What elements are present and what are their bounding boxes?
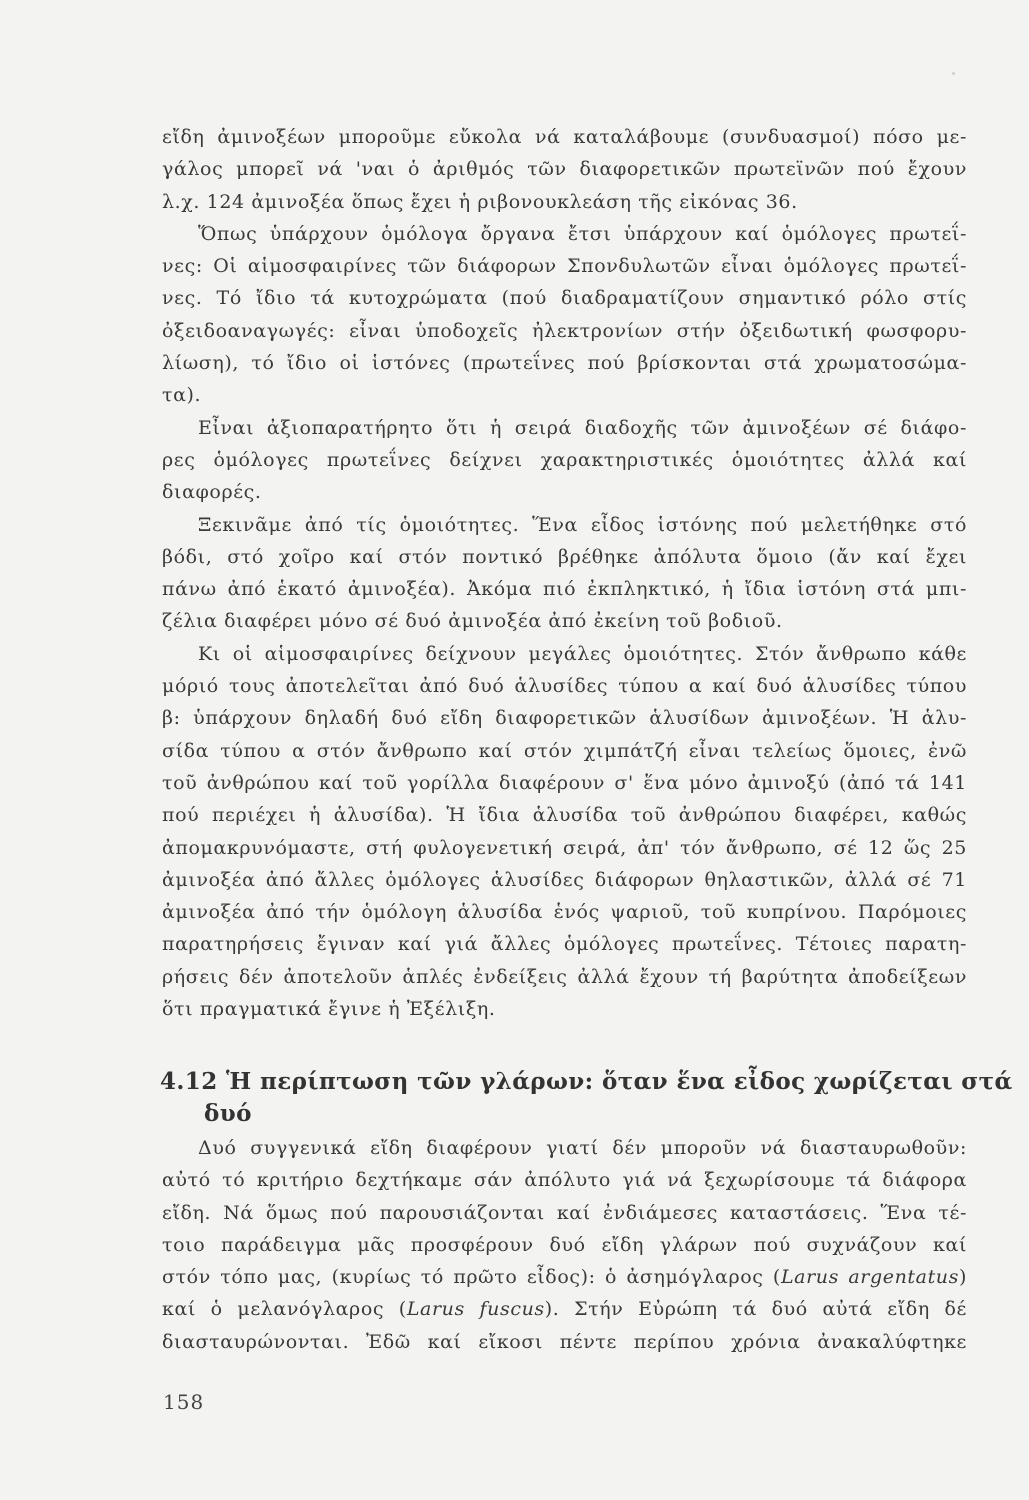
text-segment: καί ὁ μελανόγλαρος (	[162, 1298, 407, 1321]
text-line: βόδι, στό χοῖρο καί στόν ποντικό βρέθηκε ἀπόλυτα ὅμοιο (ἄν καί ἔχει	[162, 545, 967, 568]
text-line: εἴδη. Νά ὅμως πού παρουσιάζονται καί ἐνδιάμεσες καταστάσεις. Ἕνα τέ-	[162, 1201, 967, 1224]
body-text-bottom	[162, 1132, 967, 1358]
text-line: ὀξειδοαναγωγές: εἶναι ὑποδοχεῖς ἠλεκτρονίων στήν ὀξειδωτική φωσφορυ-	[162, 319, 967, 342]
text-segment: στόν τόπο μας, (κυρίως τό πρῶτο εἶδος): ὁ ἀσημόγλαρος (	[162, 1266, 781, 1289]
text-line: τα).	[162, 384, 202, 407]
text-line: τοῦ ἀνθρώπου καί τοῦ γορίλλα διαφέρουν σ' ἕνα μόνο ἀμινοξύ (ἀπό τά 141	[162, 771, 967, 794]
section-number: 4.12	[160, 1068, 218, 1095]
text-line: ζέλια διαφέρει μόνο σέ δυό ἀμινοξέα ἀπό ἐκείνη τοῦ βοδιοῦ.	[162, 610, 783, 633]
text-line: πού περιέχει ἡ ἁλυσίδα). Ἡ ἴδια ἁλυσίδα τοῦ ἀνθρώπου διαφέρει, καθώς	[162, 804, 967, 827]
text-line: ἀπομακρυνόμαστε, στή φυλογενετική σειρά, ἀπ' τόν ἄνθρωπο, σέ 12 ὥς 25	[162, 836, 967, 859]
text-line: σίδα τύπου α στόν ἄνθρωπο καί στόν χιμπάτζή εἶναι τελείως ὅμοιες, ἐνῶ	[162, 739, 967, 762]
body-text-top	[162, 121, 967, 1025]
section-heading	[160, 1066, 1013, 1130]
section-heading-line	[160, 1066, 1013, 1098]
text-line: αὐτό τό κριτήριο δεχτήκαμε σάν ἀπόλυτο γιά νά ξεχωρίσουμε τά διάφορα	[162, 1169, 967, 1192]
text-line: λίωση), τό ἴδιο οἱ ἱστόνες (πρωτεΐνες πού βρίσκονται στά χρωματοσώμα-	[162, 352, 967, 375]
text-line: νες: Οἱ αἱμοσφαιρίνες τῶν διάφορων Σπονδυλωτῶν εἶναι ὁμόλογες πρωτεΐ-	[162, 255, 967, 278]
text-line: Εἶναι ἀξιοπαρατήρητο ὅτι ἡ σειρά διαδοχῆς τῶν ἀμινοξέων σέ διάφο-	[198, 416, 967, 439]
text-segment: ). Στήν Εὐρώπη τά δυό αὐτά εἴδη δέ	[544, 1298, 967, 1321]
text-line	[162, 1293, 967, 1325]
text-line: διαφορές.	[162, 481, 262, 504]
page-number: 158	[163, 1390, 205, 1414]
text-line: ρες ὁμόλογες πρωτεΐνες δείχνει χαρακτηριστικές ὁμοιότητες ἀλλά καί	[162, 448, 967, 471]
text-line: Κι οἱ αἱμοσφαιρίνες δείχνουν μεγάλες ὁμοιότητες. Στόν ἄνθρωπο κάθε	[198, 642, 967, 665]
text-line: πάνω ἀπό ἑκατό ἀμινοξέα). Ἀκόμα πιό ἐκπληκτικό, ἡ ἴδια ἱστόνη στά μπι-	[162, 578, 967, 601]
text-line: διασταυρώνονται. Ἐδῶ καί εἴκοσι πέντε περίπου χρόνια ἀνακαλύφτηκε	[162, 1330, 967, 1353]
text-line: Δυό συγγενικά εἴδη διαφέρουν γιατί δέν μποροῦν νά διασταυρωθοῦν:	[198, 1137, 967, 1159]
section-title: Ἡ περίπτωση τῶν γλάρων: ὅταν ἕνα εἶδος χωρίζεται στά	[226, 1068, 1013, 1095]
text-line: τοιο παράδειγμα μᾶς προσφέρουν δυό εἴδη γλάρων πού συχνάζουν καί	[162, 1233, 967, 1256]
text-line: παρατηρήσεις ἔγιναν καί γιά ἄλλες ὁμόλογες πρωτεΐνες. Τέτοιες παρατη-	[162, 933, 967, 956]
text-line: μόριό τους ἀποτελεῖται ἀπό δυό ἁλυσίδες τύπου α καί δυό ἁλυσίδες τύπου	[162, 675, 967, 698]
paper-speck	[952, 72, 955, 75]
text-line: Ὅπως ὑπάρχουν ὁμόλογα ὄργανα ἔτσι ὑπάρχουν καί ὁμόλογες πρωτεΐ-	[198, 222, 967, 245]
latin-species-name: Larus fuscus	[406, 1298, 545, 1321]
section-title-continued: δυό	[204, 1100, 252, 1127]
text-line: εἴδη ἀμινοξέων μποροῦμε εὔκολα νά καταλάβουμε (συνδυασμοί) πόσο με-	[162, 126, 967, 148]
latin-species-name: Larus argentatus	[780, 1266, 959, 1289]
text-line: Ξεκινᾶμε ἀπό τίς ὁμοιότητες. Ἕνα εἶδος ἱστόνης πού μελετήθηκε στό	[198, 513, 967, 536]
text-line	[162, 1261, 967, 1293]
text-line: ἀμινοξέα ἀπό τήν ὁμόλογη ἁλυσίδα ἑνός ψαριοῦ, τοῦ κυπρίνου. Παρόμοιες	[162, 901, 967, 924]
text-line: ὅτι πραγματικά ἔγινε ἡ Ἐξέλιξη.	[162, 998, 496, 1021]
text-segment: )	[959, 1266, 968, 1289]
text-line: ρήσεις δέν ἀποτελοῦν ἁπλές ἐνδείξεις ἀλλά ἔχουν τή βαρύτητα ἀποδείξεων	[162, 965, 967, 988]
text-line: ἀμινοξέα ἀπό ἄλλες ὁμόλογες ἁλυσίδες διάφορων θηλαστικῶν, ἀλλά σέ 71	[162, 868, 967, 891]
text-line: γάλος μπορεῖ νά 'ναι ὁ ἀριθμός τῶν διαφορετικῶν πρωτεϊνῶν πού ἔχουν	[162, 158, 967, 181]
text-line: β: ὑπάρχουν δηλαδή δυό εἴδη διαφορετικῶν ἁλυσίδων ἀμινοξέων. Ἡ ἁλυ-	[162, 707, 967, 730]
text-line: νες. Τό ἴδιο τά κυτοχρώματα (πού διαδραματίζουν σημαντικό ρόλο στίς	[162, 287, 967, 310]
text-line: λ.χ. 124 ἀμινοξέα ὅπως ἔχει ἡ ριβονουκλεάση τῆς εἰκόνας 36.	[162, 190, 798, 213]
